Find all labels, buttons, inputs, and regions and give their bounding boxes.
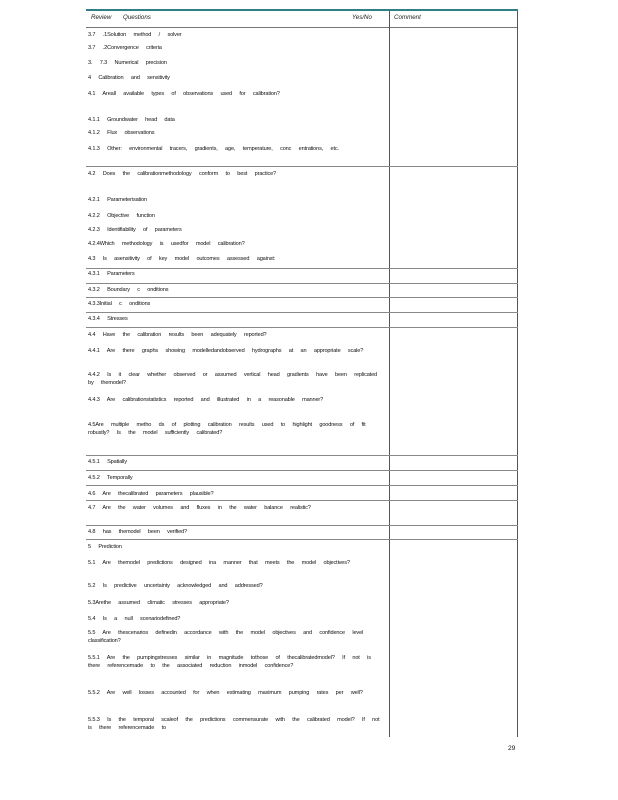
row-divider [86, 525, 518, 526]
table-row: 5 Prediction [88, 544, 122, 550]
table-row: 4 Calibration and sensitivity [88, 75, 170, 81]
questions-header: Questions [123, 14, 151, 21]
table-row: 5.3Arethe assumed climatic stresses appropriate? [88, 600, 229, 606]
table-row: 4.3.4 Stresses [88, 316, 128, 322]
table-row: 4.1 Areall available types of observations used for calibration? [88, 91, 280, 97]
row-divider [86, 166, 518, 167]
table-row: 4.8 has themodel been verified? [88, 529, 187, 535]
row-divider [86, 327, 518, 328]
table-row: 4.3.2 Boundary c onditions [88, 287, 169, 293]
table-row: 4.3.1 Parameters [88, 271, 135, 277]
table-row: 4.4.2 Is it clear whether observed or assumed vertical head gradients have been replicated by themodel? [88, 372, 378, 386]
table-row: 4.5.2 Temporally [88, 475, 133, 481]
table-row: 4.7 Are the water volumes and fluxes in the water balance realistic? [88, 505, 311, 511]
page-number: 29 [508, 745, 516, 752]
row-divider [86, 268, 518, 269]
row-divider [86, 500, 518, 501]
table-row: 4.2.1 Parameterisation [88, 197, 147, 203]
table-row: 4.4.3 Are calibrationstatistics reported and illustrated in a reasonable manner? [88, 397, 324, 403]
table-row: 4.2 Does the calibrationmethodology conform to best practice? [88, 171, 277, 177]
table-row: 5.1 Are themodel predictions designed ina manner that meets the model objectives? [88, 560, 350, 566]
table-row: 3. 7.3 Numerical precision [88, 60, 167, 66]
table-row: 5.2 Is predictive uncertainty acknowledged and addressed? [88, 583, 263, 589]
yes-no-header: Yes/No [352, 14, 372, 21]
table-row: 4.3.3Initial c onditions [88, 301, 151, 307]
table-row: 5.5.2 Are well losses accounted for when estimating maximum pumping rates per well? [88, 690, 363, 696]
table-row: 4.1.2 Flux observations [88, 130, 155, 136]
row-divider [86, 485, 518, 486]
table-row: 4.4.1 Are there graphs showing modelledandobserved hydrographs at an appropriate scale? [88, 348, 364, 354]
row-divider [86, 455, 518, 456]
table-header [86, 11, 518, 28]
table-row: 4.2.3 Identifiability of parameters [88, 227, 182, 233]
table-row: 5.4 Is a null scenariodefined? [88, 616, 181, 622]
comment-header: Comment [394, 14, 421, 21]
row-divider [86, 283, 518, 284]
table-row: 4.1.1 Groundwater head data [88, 117, 175, 123]
row-divider [86, 297, 518, 298]
column-divider-yesno [389, 11, 390, 737]
row-divider [86, 539, 518, 540]
row-divider [86, 470, 518, 471]
review-header: Review [91, 14, 112, 21]
table-row: 4.6 Are thecalibrated parameters plausible? [88, 491, 214, 497]
table-row: 4.5Are multiple metho ds of plotting calibration results used to highlight goodness of fit robustly? Is the model sufficiently calibrated? [88, 422, 366, 436]
table-row: 4.3 Is asensitivity of key model outcomes assessed against: [88, 256, 276, 262]
table-row: 5.5 Are thescenarios definedin accordance with the model objectives and confidence level classification? [88, 630, 364, 644]
table-row: 3.7 .2Convergence criteria [88, 45, 162, 51]
table-row: 4.4 Have the calibration results been adequately reported? [88, 332, 267, 338]
table-row: 3.7 .1Solution method / solver [88, 32, 182, 38]
column-divider-right [517, 11, 518, 737]
table-row: 4.2.2 Objective function [88, 213, 155, 219]
table-row: 5.5.3 Is the temporal scaleof the predictions commensurate with the calibrated model? If not is there referencemade to [88, 717, 380, 731]
row-divider [86, 312, 518, 313]
table-row: 4.2.4Which methodology is usedfor model calibration? [88, 241, 245, 247]
table-row: 4.1.3 Other: environmental tracers, gradients, age, temperature, conc entrations, etc. [88, 146, 339, 152]
table-row: 4.5.1 Spatially [88, 459, 127, 465]
table-row: 5.5.1 Are the pumpingstresses similar in magnitude tothose of thecalibratedmodel? If not is there referencemade to the associated reduction inmodel confidence? [88, 655, 371, 669]
